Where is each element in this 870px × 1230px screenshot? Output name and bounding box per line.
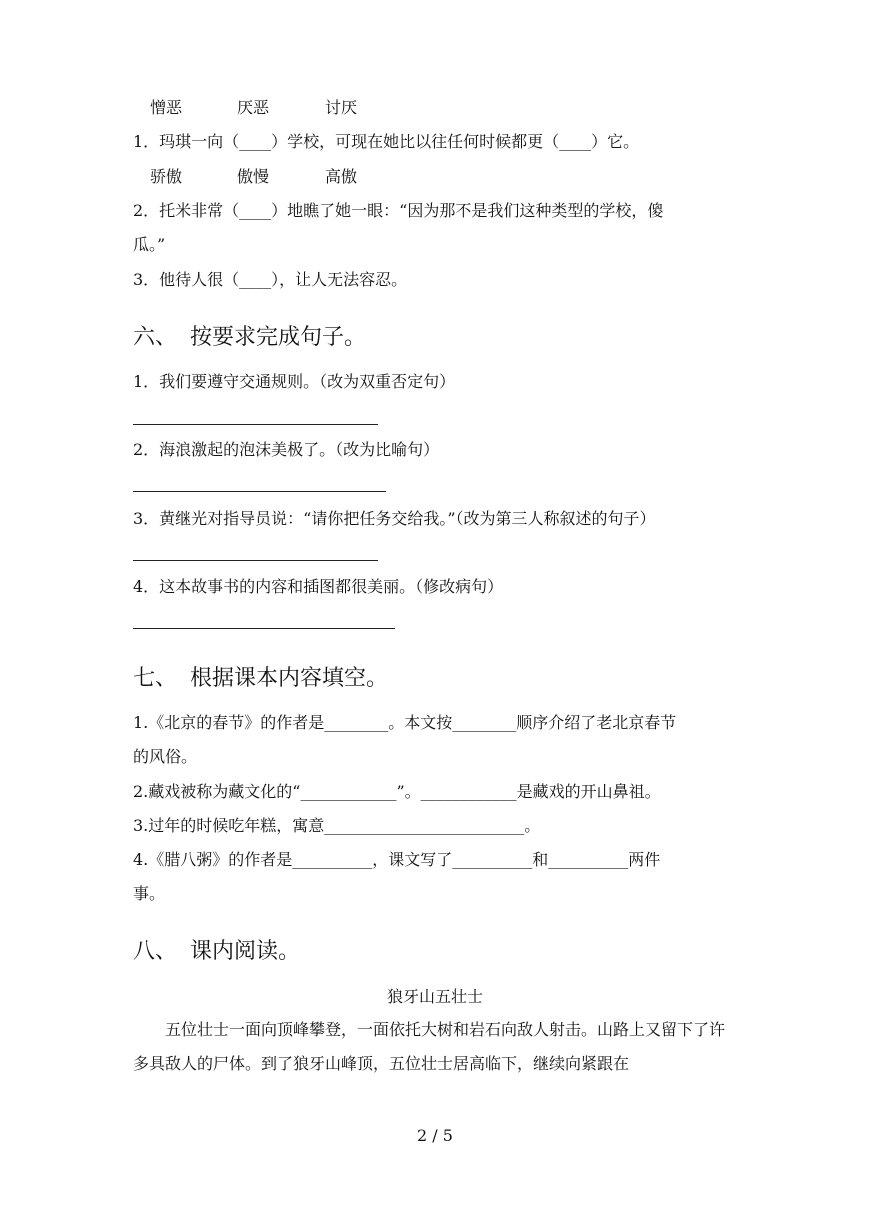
page-number: 2 / 5 (417, 1126, 453, 1145)
section-7-line-2: 的风俗。 (133, 747, 198, 766)
section-8-heading (133, 939, 300, 965)
question-2-line-1: 2．托米非常（____）地瞧了她一眼：“因为那不是我们这种类型的学校，傻 (133, 201, 664, 220)
section-number: 七、 (133, 666, 178, 691)
answer-line (133, 560, 378, 561)
section-6-item-4: 4．这本故事书的内容和插图都很美丽。（修改病句） (133, 577, 504, 596)
word-option: 憎恶 (150, 98, 183, 117)
passage-title: 狼牙山五壮士 (386, 987, 483, 1006)
section-6-item-1: 1．我们要遵守交通规则。（改为双重否定句） (133, 372, 456, 391)
section-7-line-5: 4.《腊八粥》的作者是__________，课文写了__________和__________两件 (133, 850, 661, 869)
section-7-heading (133, 666, 388, 692)
section-title: 根据课本内容填空。 (190, 666, 389, 691)
section-number: 八、 (133, 939, 178, 964)
word-option: 厌恶 (237, 98, 270, 117)
answer-line (133, 491, 386, 492)
section-7-line-6: 事。 (133, 884, 166, 903)
section-6-heading (133, 325, 366, 351)
section-number: 六、 (133, 325, 178, 350)
word-option: 讨厌 (325, 98, 358, 117)
word-option: 傲慢 (237, 167, 270, 186)
section-7-line-3: 2.藏戏被称为藏文化的“____________”。____________是藏戏的开山鼻祖。 (133, 782, 661, 801)
question-3: 3．他待人很（____），让人无法容忍。 (133, 270, 408, 289)
section-title: 课内阅读。 (190, 939, 301, 964)
section-title: 按要求完成句子。 (190, 325, 367, 350)
section-7-line-1: 1.《北京的春节》的作者是________。本文按________顺序介绍了老北京春节 (133, 713, 677, 732)
word-option: 高傲 (325, 167, 358, 186)
answer-line (133, 628, 395, 629)
answer-line (133, 424, 378, 425)
section-6-item-3: 3．黄继光对指导员说：“请你把任务交给我。”（改为第三人称叙述的句子） (133, 509, 656, 528)
question-1: 1．玛琪一向（____）学校，可现在她比以往任何时候都更（____）它。 (133, 132, 640, 151)
passage-text: 五位壮士一面向顶峰攀登，一面依托大树和岩石向敌人射击。山路上又留下了许多具敌人的尸体。到了狼牙山峰顶，五位壮士居高临下，继续向紧跟在 (133, 1020, 726, 1073)
section-7-line-4: 3.过年的时候吃年糕，寓意_________________________。 (133, 816, 541, 835)
word-option: 骄傲 (150, 167, 183, 186)
question-2-line-2: 瓜。” (133, 235, 166, 254)
section-6-item-2: 2．海浪激起的泡沫美极了。（改为比喻句） (133, 440, 440, 459)
